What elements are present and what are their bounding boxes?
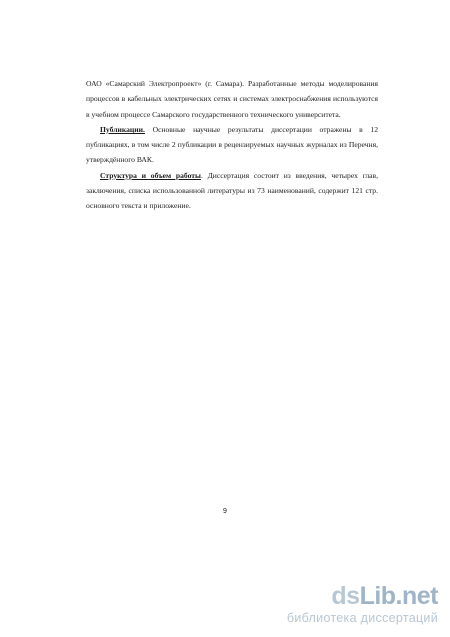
document-page: [86, 76, 378, 214]
watermark-logo-lib: Lib.net: [359, 582, 438, 610]
watermark-subtitle: библиотека диссертаций: [286, 611, 438, 625]
paragraph-intro-text: ОАО «Самарский Электропроект» (г. Самара). Разработанные методы моделирования процессов в кабельных электрических сетях и системах электроснабжения используются в учебном процессе Самарского государственного технического университета.: [86, 79, 378, 119]
watermark-logo-ds: ds: [331, 582, 360, 610]
watermark-logo: [287, 584, 438, 609]
structure-heading: Структура и объем работы: [100, 170, 201, 180]
publications-text: Основные научные результаты диссертации отражены в 12 публикациях, в том числе 2 публикации в рецензируемых научных журналах из Перечня, утверждённого ВАК.: [86, 124, 378, 165]
page-number: 9: [223, 508, 227, 515]
paragraph-intro: [86, 76, 378, 122]
structure-text: . Диссертация состоит из введения, четырех глав, заключения, списка использованной литературы из 73 наименований, содержит 121 стр. основного текста и приложение.: [86, 170, 378, 211]
paragraph-structure: [86, 168, 378, 214]
paragraph-publications: [86, 122, 378, 168]
publications-heading: Публикации.: [100, 124, 145, 134]
watermark: [287, 584, 438, 625]
